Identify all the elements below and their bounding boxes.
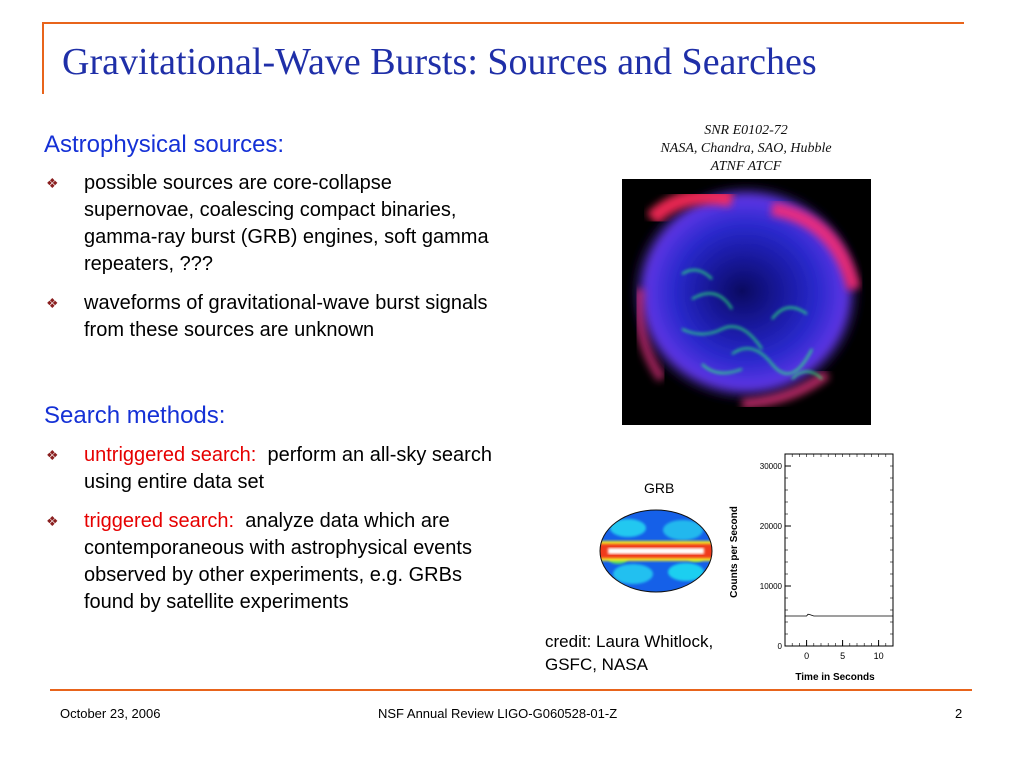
list-item [46,170,506,278]
diamond-bullet-icon: ❖ [46,447,59,463]
y-tick-label: 10000 [759,582,782,591]
snr-caption-line2: NASA, Chandra, SAO, Hubble [660,141,832,156]
x-tick-label: 10 [873,651,884,661]
y-tick-label: 20000 [759,522,782,531]
bullet-highlight: triggered search: [84,510,235,532]
bullet-text [84,508,506,616]
title-accent-bar [42,22,44,94]
supernova-remnant-graphic [622,179,871,425]
bullet-body: analyze data which are contemporaneous with astrophysical events observed by other experiments, e.g. GRBs found by satellite experiments [84,510,478,613]
footer-date: October 23, 2006 [60,706,161,721]
snr-caption-line1: SNR E0102-72 [704,123,788,138]
title-top-rule [42,22,964,24]
section-heading-search-methods: Search methods: [44,402,226,429]
x-axis-label: Time in Seconds [795,672,875,683]
light-curve-svg [722,450,902,686]
sources-bullet-list [46,170,506,344]
footer-center-text: NSF Annual Review LIGO-G060528-01-Z [378,706,618,721]
page-number: 2 [955,706,963,721]
image-credit [545,630,713,676]
snr-caption [620,122,872,170]
list-item [46,508,506,616]
grb-map-graphic [598,508,714,594]
search-bullet-list [46,442,506,616]
snr-image [622,179,871,425]
y-tick-label: 30000 [759,462,782,471]
bullet-text: possible sources are core-collapse supernovae, coalescing compact binaries, gamma-ray burst (GRB) engines, soft gamma repeaters, ??? [84,172,489,275]
bullet-text: waveforms of gravitational-wave burst signals from these sources are unknown [84,292,488,341]
list-item [46,442,506,496]
section-heading-sources: Astrophysical sources: [44,131,285,158]
credit-line2: GSFC, NASA [545,655,648,674]
snr-caption-line3: ATNF ATCF [710,159,782,170]
footer-rule [50,689,972,691]
series-line [785,614,893,616]
grb-light-curve-chart [722,450,902,686]
x-tick-label: 0 [804,651,810,661]
x-tick-label: 5 [840,651,846,661]
list-item [46,290,506,344]
bullet-text [84,442,506,496]
slide-title: Gravitational-Wave Bursts: Sources and Searches [62,41,817,83]
diamond-bullet-icon: ❖ [46,513,59,529]
grb-sky-map [598,508,714,594]
y-axis-label: Counts per Second [729,506,740,598]
y-tick-label: 0 [777,642,782,651]
bullet-body: perform an all-sky search using entire data set [84,444,498,493]
bullet-highlight: untriggered search: [84,444,257,466]
diamond-bullet-icon: ❖ [46,175,59,191]
credit-line1: credit: Laura Whitlock, [545,632,714,651]
grb-label: GRB [644,480,675,496]
diamond-bullet-icon: ❖ [46,295,59,311]
plot-frame [785,454,893,646]
